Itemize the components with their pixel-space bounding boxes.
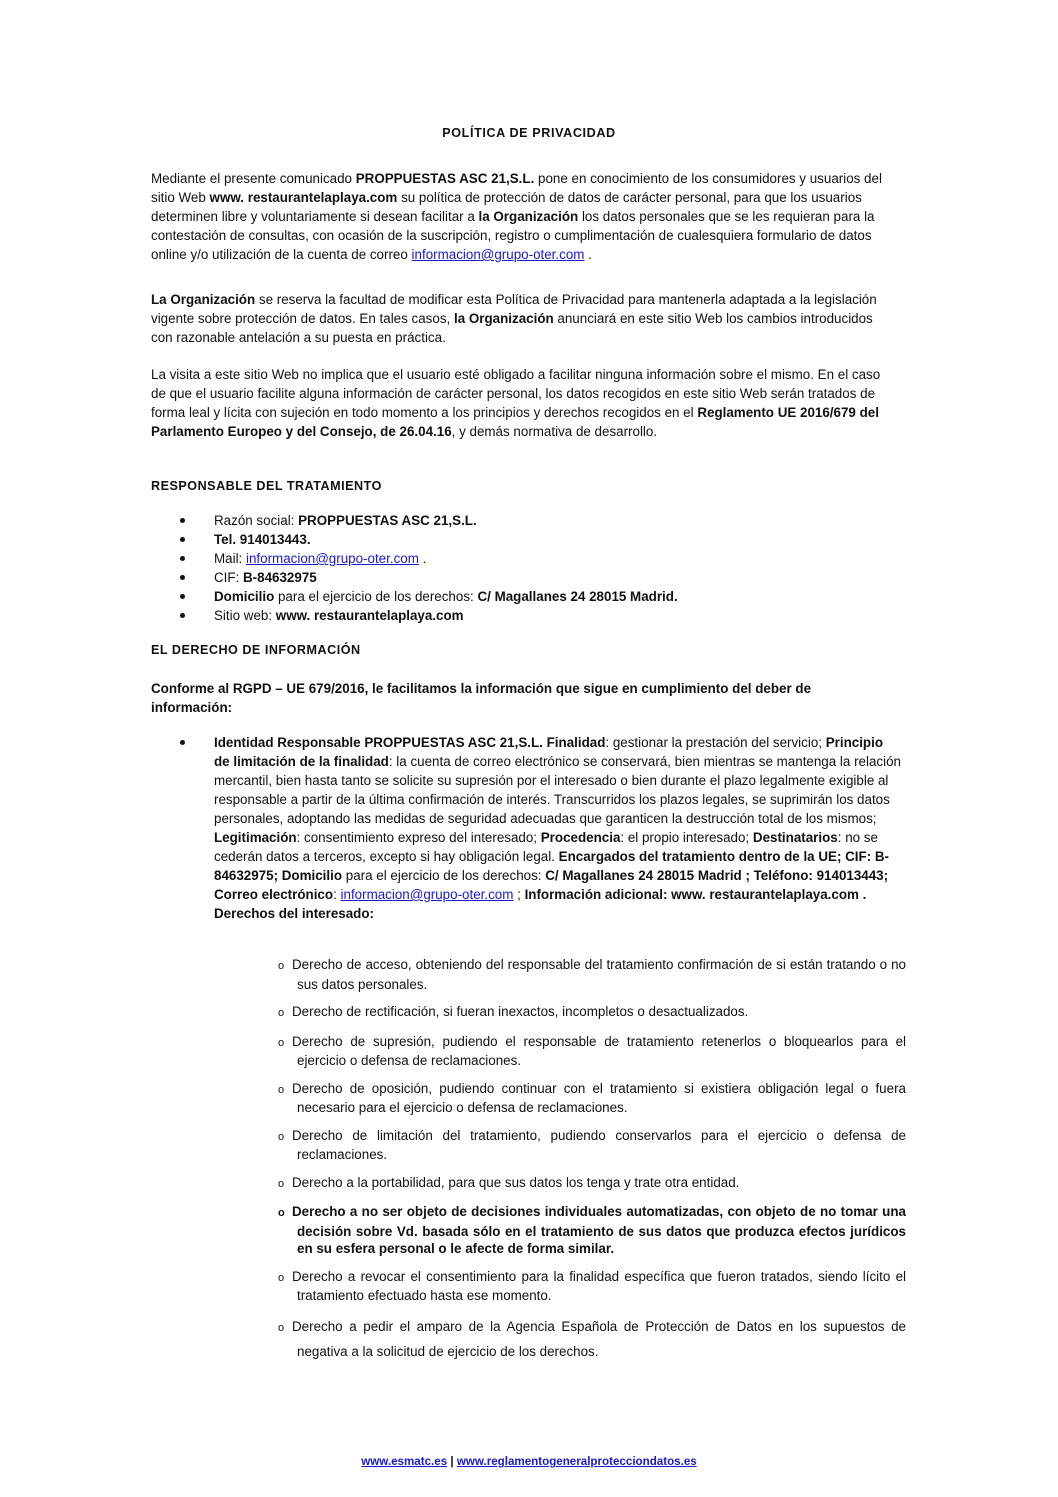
text: Legitimación bbox=[214, 830, 297, 845]
right-item bbox=[264, 1033, 906, 1070]
website-name: www. restaurantelaplaya.com bbox=[209, 190, 398, 205]
right-item bbox=[264, 956, 906, 993]
text: Identidad Responsable bbox=[214, 735, 365, 750]
right-text: Derecho de rectificación, si fueran inexactos, incompletos o desactualizados. bbox=[292, 1004, 749, 1019]
text: : consentimiento expreso del interesado; bbox=[296, 830, 541, 845]
right-text: Derecho a la portabilidad, para que sus datos los tenga y trate otra entidad. bbox=[292, 1174, 740, 1190]
informacion-lead bbox=[151, 679, 888, 717]
right-text: Derecho de supresión, pudiendo el responsable de tratamiento retenerlos o bloquearlos para el ejercicio o defensa de reclamaciones. bbox=[292, 1033, 906, 1068]
text: , y demás normativa de desarrollo. bbox=[451, 424, 658, 439]
text: anunciará en este sitio Web los cambios introducidos con razonable antelación a su puesta en práctica. bbox=[151, 311, 873, 345]
list-item bbox=[180, 530, 900, 549]
circle-bullet-icon: o bbox=[278, 960, 285, 972]
section-heading-responsable: RESPONSABLE DEL TRATAMIENTO bbox=[151, 479, 382, 493]
item-label: Tel. bbox=[214, 532, 240, 547]
right-item bbox=[264, 1127, 906, 1164]
right-text: Derecho de oposición, pudiendo continuar con el tratamiento si existiera obligación legal o fuera necesario para el ejercicio o defensa de reclamaciones. bbox=[292, 1080, 906, 1115]
text: Finalidad bbox=[542, 735, 606, 750]
text: Encargados del tratamiento dentro de la UE; CIF: B-84632975; Domicilio bbox=[214, 849, 890, 883]
text: Procedencia bbox=[540, 830, 621, 845]
circle-bullet-icon: o bbox=[278, 1207, 285, 1219]
circle-bullet-icon: o bbox=[278, 1036, 285, 1049]
right-item bbox=[264, 1315, 906, 1364]
right-text: Derecho a revocar el consentimiento para la finalidad específica que fueron tratados, siendo lícito el tratamiento efectuado hasta ese momento. bbox=[292, 1268, 906, 1303]
right-text: Derecho a no ser objeto de decisiones individuales automatizadas, con objeto de no tomar una decisión sobre Vd. basada sólo en el tratamiento de sus datos que produzca efectos jurídicos en su esfera personal o le afecte de forma similar. bbox=[292, 1204, 906, 1256]
item-value: PROPPUESTAS ASC 21,S.L. bbox=[298, 513, 477, 528]
text: : bbox=[333, 887, 341, 902]
regulation-reference: Reglamento UE 2016/679 del Parlamento Europeo y del Consejo, de 26.04.16 bbox=[151, 405, 879, 439]
item-label: Sitio web: bbox=[214, 608, 276, 623]
section-heading-informacion: EL DERECHO DE INFORMACIÓN bbox=[151, 643, 361, 657]
text: para el ejercicio de los derechos: bbox=[342, 868, 546, 883]
right-item bbox=[264, 1203, 906, 1258]
item-value: C/ Magallanes 24 28015 Madrid. bbox=[477, 589, 678, 604]
bullet-icon bbox=[180, 556, 185, 561]
right-item bbox=[264, 1080, 906, 1117]
right-item bbox=[264, 1174, 906, 1194]
right-item bbox=[264, 1268, 906, 1305]
organization-label: la Organización bbox=[478, 209, 579, 224]
list-item bbox=[180, 511, 900, 530]
text: ; bbox=[513, 887, 525, 902]
bullet-icon bbox=[180, 518, 185, 523]
text: Mediante el presente comunicado bbox=[151, 171, 356, 186]
company-name: PROPPUESTAS ASC 21,S.L. bbox=[355, 171, 535, 186]
rights-list bbox=[264, 956, 906, 1374]
identity-block bbox=[180, 733, 902, 923]
item-label: Domicilio bbox=[214, 589, 275, 604]
right-text: Derecho de acceso, obteniendo del responsable del tratamiento confirmación de si están tratando o no sus datos personales. bbox=[292, 957, 906, 992]
circle-bullet-icon: o bbox=[278, 1321, 285, 1334]
text: Principio de limitación de la finalidad bbox=[214, 735, 884, 769]
footer-separator: | bbox=[447, 1455, 457, 1468]
right-item bbox=[264, 1003, 906, 1023]
circle-bullet-icon: o bbox=[278, 1007, 285, 1019]
text: . bbox=[418, 551, 427, 566]
list-item bbox=[180, 587, 900, 606]
bullet-icon bbox=[180, 740, 185, 745]
text: Información adicional: www. restaurantelaplaya.com . Derechos del interesado: bbox=[214, 887, 867, 921]
text: se reserva la facultad de modificar esta Política de Privacidad para mantenerla adaptada a la legislación vigente sobre protección de datos. En tales casos, bbox=[151, 292, 877, 326]
email-link[interactable]: informacion@grupo-oter.com bbox=[411, 247, 585, 262]
intro-paragraph-1 bbox=[151, 169, 888, 264]
organization-label: la Organización bbox=[453, 311, 554, 326]
text: : la cuenta de correo electrónico se conservará, bien mientras se mantenga la relación mercantil, bien hasta tanto se solicite su supresión por el interesado o bien durante el plazo legalmente exigible al responsable a partir de la última confirmación de interés. Transcurridos los plazos legales, se suprimirán los datos personales, adoptando las medidas de seguridad adecuadas que garanticen la destrucción total de los mismos; bbox=[214, 754, 901, 826]
bullet-icon bbox=[180, 594, 185, 599]
organization-label: La Organización bbox=[151, 292, 256, 307]
list-item bbox=[180, 568, 900, 587]
text: su política de protección de datos de carácter personal, para que los usuarios determinen libre y voluntariamente si desean facilitar a bbox=[151, 190, 862, 224]
text: para el ejercicio de los derechos: bbox=[274, 589, 478, 604]
item-value: B-84632975 bbox=[243, 570, 317, 585]
item-label: CIF: bbox=[214, 570, 244, 585]
text: La visita a este sitio Web no implica que el usuario esté obligado a facilitar ninguna información sobre el mismo. En el caso de que el usuario facilite alguna información de carácter personal, los datos recogidos en este sitio Web serán tratados de forma leal y lícita con sujeción en todo momento a los principios y derechos recogidos en el bbox=[151, 367, 881, 420]
bullet-icon bbox=[180, 537, 185, 542]
footer-link-reglamento[interactable]: www.reglamentogeneralprotecciondatos.es bbox=[456, 1455, 697, 1468]
intro-paragraph-3 bbox=[151, 365, 888, 441]
footer-link-esmatc[interactable]: www.esmatc.es bbox=[361, 1455, 448, 1468]
email-link[interactable]: informacion@grupo-oter.com bbox=[246, 551, 419, 566]
page-footer bbox=[0, 1452, 1058, 1471]
right-text: Derecho a pedir el amparo de la Agencia Española de Protección de Datos en los supuestos de negativa a la solicitud de ejercicio de los derechos. bbox=[292, 1318, 906, 1359]
text: los datos personales que se les requieran para la contestación de consultas, con ocasión de la suscripción, registro o cumplimentación de cualesquiera formulario de datos online y/o utilización de la cuenta de correo bbox=[151, 209, 875, 262]
text: Destinatarios bbox=[752, 830, 838, 845]
intro-paragraph-2 bbox=[151, 290, 888, 347]
text: : no se cederán datos a terceros, excepto si hay obligación legal. bbox=[214, 830, 878, 864]
text: . bbox=[584, 247, 592, 262]
list-item bbox=[180, 549, 900, 568]
text: : gestionar la prestación del servicio; bbox=[605, 735, 826, 750]
circle-bullet-icon: o bbox=[278, 1177, 285, 1190]
item-label: Mail: bbox=[214, 551, 246, 566]
list-item bbox=[180, 606, 900, 625]
email-link[interactable]: informacion@grupo-oter.com bbox=[340, 887, 514, 902]
bullet-icon bbox=[180, 613, 185, 618]
page-title: POLÍTICA DE PRIVACIDAD bbox=[442, 126, 616, 140]
right-text: Derecho de limitación del tratamiento, pudiendo conservarlos para el ejercicio o defensa de reclamaciones. bbox=[292, 1127, 906, 1162]
company-name: PROPPUESTAS ASC 21,S.L. bbox=[364, 735, 543, 750]
responsable-list bbox=[180, 511, 900, 625]
text: pone en conocimiento de los consumidores y usuarios del sitio Web bbox=[151, 171, 882, 205]
text: C/ Magallanes 24 28015 Madrid ; Teléfono: 914013443; Correo electrónico bbox=[214, 868, 889, 902]
circle-bullet-icon: o bbox=[278, 1271, 285, 1284]
lead-text: Conforme al RGPD – UE 679/2016, le facilitamos la información que sigue en cumplimiento del deber de información: bbox=[151, 681, 812, 715]
item-value: www. restaurantelaplaya.com bbox=[275, 608, 464, 623]
item-label: Razón social: bbox=[214, 513, 299, 528]
item-value: 914013443. bbox=[239, 532, 311, 547]
text: : el propio interesado; bbox=[620, 830, 753, 845]
bullet-icon bbox=[180, 575, 185, 580]
circle-bullet-icon: o bbox=[278, 1083, 285, 1096]
circle-bullet-icon: o bbox=[278, 1130, 285, 1143]
